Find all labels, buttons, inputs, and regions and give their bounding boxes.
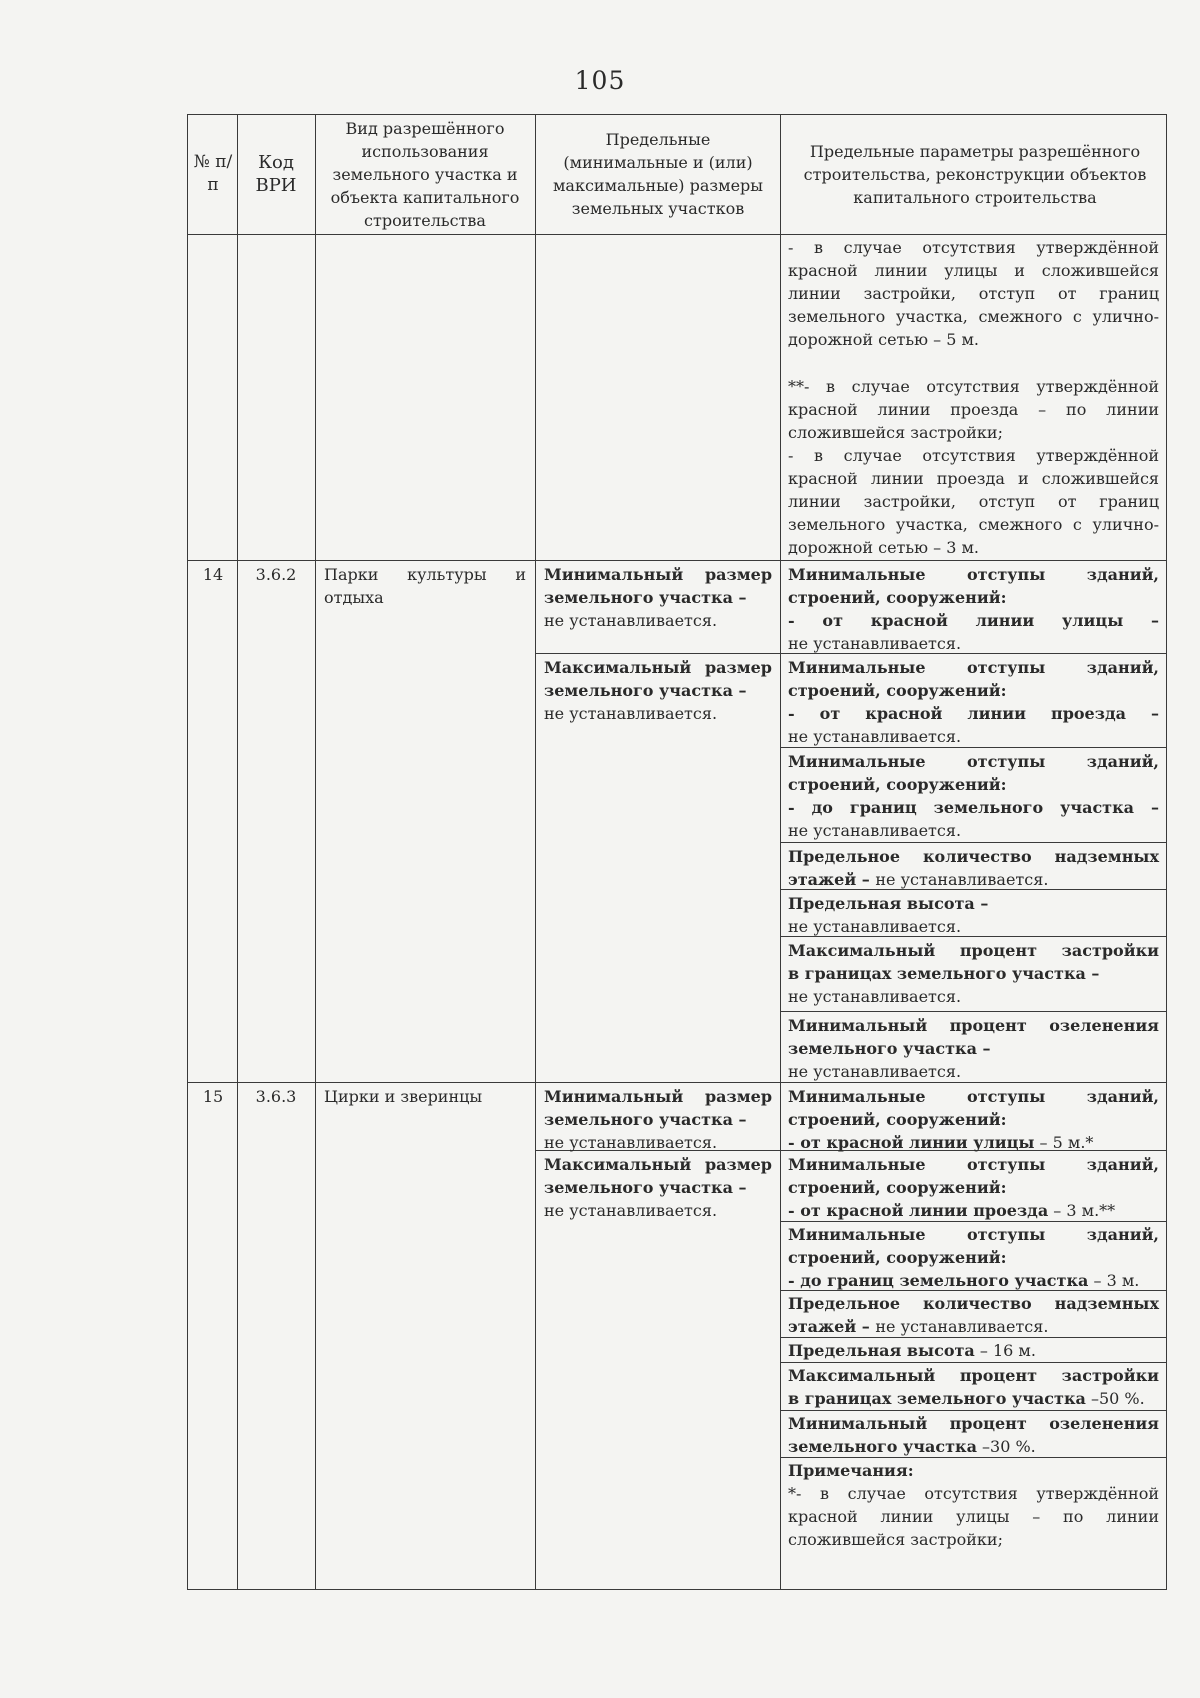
row14-num: 14 bbox=[202, 565, 224, 584]
text-line: не устанавливается. bbox=[788, 821, 962, 840]
cell-divider bbox=[780, 1011, 1167, 1012]
row15-min-size bbox=[544, 1085, 772, 1154]
row15-param-green-percent bbox=[788, 1412, 1159, 1458]
text-fragment: - от красной линии проезда bbox=[788, 1201, 1049, 1220]
row14-param-setback-driveway bbox=[788, 656, 1159, 748]
text-line: сложившейся застройки; bbox=[788, 1530, 1003, 1549]
text-line: строений, сооружений: bbox=[788, 1248, 1007, 1267]
header-size: Предельные (минимальные и (или) максимальные) размеры земельных участков bbox=[552, 130, 764, 218]
text-fragment: в границах земельного участка bbox=[788, 1389, 1086, 1408]
text-line: не устанавливается. bbox=[544, 704, 718, 723]
text-line: Минимальный процент озеленения bbox=[788, 1414, 1159, 1433]
row15-param-setback-street bbox=[788, 1085, 1159, 1154]
row15-param-height bbox=[788, 1339, 1159, 1362]
text-line: Парки культуры и bbox=[324, 565, 526, 584]
text-line: - от красной линии улицы – bbox=[788, 611, 1159, 630]
text-line: - от красной линии проезда – bbox=[788, 704, 1159, 723]
text-line: не устанавливается. bbox=[544, 1133, 718, 1152]
text-line: линии застройки, отступ от границ bbox=[788, 284, 1159, 303]
header-type: Вид разрешённого использования земельного участка и объекта капитального строительства bbox=[330, 118, 520, 230]
text-line: земельного участка – bbox=[544, 1110, 747, 1129]
text-line: не устанавливается. bbox=[788, 1062, 962, 1081]
row14-param-building-percent bbox=[788, 939, 1159, 1008]
text-line: не устанавливается. bbox=[788, 987, 962, 1006]
col-divider bbox=[237, 114, 238, 1590]
text-fragment: –30 %. bbox=[976, 1437, 1036, 1456]
text-line: не устанавливается. bbox=[544, 1201, 718, 1220]
text-line: не устанавливается. bbox=[788, 917, 962, 936]
header-num: № п/п bbox=[193, 152, 233, 195]
cell-divider bbox=[780, 1410, 1167, 1411]
row14-type bbox=[324, 563, 526, 609]
header-divider bbox=[187, 234, 1167, 235]
text-line: - до границ земельного участка – bbox=[788, 798, 1159, 817]
row14-param-setback-street bbox=[788, 563, 1159, 655]
text-line: строений, сооружений: bbox=[788, 681, 1007, 700]
text-line: Предельное количество надземных bbox=[788, 847, 1159, 866]
text-fragment: – 3 м.** bbox=[1048, 1201, 1116, 1220]
row14-param-green-percent bbox=[788, 1014, 1159, 1083]
text-line: Предельная высота – bbox=[788, 894, 989, 913]
row15-param-building-percent bbox=[788, 1364, 1159, 1410]
text-fragment: этажей – bbox=[788, 870, 876, 889]
text-line: земельного участка – bbox=[788, 1039, 991, 1058]
text-line: Цирки и зверинцы bbox=[324, 1087, 483, 1106]
text-line: отдыха bbox=[324, 588, 384, 607]
text-fragment: – 3 м. bbox=[1088, 1271, 1140, 1290]
page-number: 105 bbox=[574, 66, 626, 95]
row14-min-size bbox=[544, 563, 772, 632]
row14-code: 3.6.2 bbox=[255, 565, 297, 584]
text-line: красной линии проезда и сложившейся bbox=[788, 469, 1159, 488]
text-fragment: не устанавливается. bbox=[875, 870, 1049, 889]
col-divider bbox=[535, 114, 536, 1590]
text-line: Минимальный процент озеленения bbox=[788, 1016, 1159, 1035]
text-line: Минимальные отступы зданий, bbox=[788, 565, 1159, 584]
text-line: линии застройки, отступ от границ bbox=[788, 492, 1159, 511]
text-line: - в случае отсутствия утверждённой bbox=[788, 238, 1159, 257]
text-fragment: Предельная высота bbox=[788, 1341, 975, 1360]
header-code: Код ВРИ bbox=[255, 152, 297, 196]
text-line: земельного участка, смежного с улично- bbox=[788, 515, 1159, 534]
text-fragment: – 5 м.* bbox=[1034, 1133, 1094, 1152]
text-line: дорожной сетью – 3 м. bbox=[788, 538, 980, 557]
row14-param-height bbox=[788, 892, 1159, 938]
text-line: Минимальные отступы зданий, bbox=[788, 752, 1159, 771]
text-line: сложившейся застройки; bbox=[788, 423, 1003, 442]
text-fragment: - до границ земельного участка bbox=[788, 1271, 1089, 1290]
text-fragment: - от красной линии улицы bbox=[788, 1133, 1035, 1152]
row15-max-size bbox=[544, 1153, 772, 1222]
text-line: строений, сооружений: bbox=[788, 775, 1007, 794]
text-line: Максимальный размер bbox=[544, 658, 772, 677]
text-line: земельного участка – bbox=[544, 588, 747, 607]
text-fragment: – 16 м. bbox=[974, 1341, 1036, 1360]
text-line: красной линии улицы – по линии bbox=[788, 1507, 1159, 1526]
text-line: в границах земельного участка – bbox=[788, 964, 1100, 983]
row15-num: 15 bbox=[202, 1087, 224, 1106]
cell-divider bbox=[780, 842, 1167, 843]
text-line: не устанавливается. bbox=[788, 634, 962, 653]
row15-param-floors bbox=[788, 1292, 1159, 1338]
text-line: - в случае отсутствия утверждённой bbox=[788, 446, 1159, 465]
text-line: Минимальные отступы зданий, bbox=[788, 1087, 1159, 1106]
row15-type bbox=[324, 1085, 526, 1108]
row14-param-floors bbox=[788, 845, 1159, 891]
text-line: не устанавливается. bbox=[544, 611, 718, 630]
cell-divider bbox=[780, 1362, 1167, 1363]
col-divider bbox=[780, 114, 781, 1590]
text-line: Минимальные отступы зданий, bbox=[788, 1155, 1159, 1174]
text-line: красной линии улицы и сложившейся bbox=[788, 261, 1159, 280]
text-fragment: земельного участка bbox=[788, 1437, 977, 1456]
text-line: Максимальный процент застройки bbox=[788, 941, 1159, 960]
text-line: **- в случае отсутствия утверждённой bbox=[788, 377, 1159, 396]
text-line: Минимальные отступы зданий, bbox=[788, 1225, 1159, 1244]
row15-param-setback-driveway bbox=[788, 1153, 1159, 1222]
text-line: Предельное количество надземных bbox=[788, 1294, 1159, 1313]
text-line: *- в случае отсутствия утверждённой bbox=[788, 1484, 1159, 1503]
continuation-paragraph-2 bbox=[788, 375, 1159, 559]
text-line: красной линии проезда – по линии bbox=[788, 400, 1159, 419]
text-fragment: этажей – bbox=[788, 1317, 876, 1336]
notes-title: Примечания: bbox=[788, 1461, 914, 1480]
row14-max-size bbox=[544, 656, 772, 725]
text-line: не устанавливается. bbox=[788, 727, 962, 746]
text-line: Минимальные отступы зданий, bbox=[788, 658, 1159, 677]
col-divider bbox=[315, 114, 316, 1590]
row15-code: 3.6.3 bbox=[255, 1087, 297, 1106]
text-line: Максимальный процент застройки bbox=[788, 1366, 1159, 1385]
text-line: Минимальный размер bbox=[544, 1087, 772, 1106]
text-fragment: –50 %. bbox=[1085, 1389, 1145, 1408]
text-line: Максимальный размер bbox=[544, 1155, 772, 1174]
text-line: строений, сооружений: bbox=[788, 588, 1007, 607]
text-line: земельного участка – bbox=[544, 681, 747, 700]
row14-param-setback-boundary bbox=[788, 750, 1159, 842]
row15-param-setback-boundary bbox=[788, 1223, 1159, 1292]
header-params: Предельные параметры разрешённого строительства, реконструкции объектов капитального строительства bbox=[803, 141, 1147, 207]
text-line: строений, сооружений: bbox=[788, 1178, 1007, 1197]
text-line: дорожной сетью – 5 м. bbox=[788, 330, 980, 349]
continuation-paragraph-1 bbox=[788, 236, 1159, 351]
row-divider bbox=[187, 560, 1167, 561]
row15-notes bbox=[788, 1459, 1159, 1551]
text-line: земельного участка, смежного с улично- bbox=[788, 307, 1159, 326]
text-line: земельного участка – bbox=[544, 1178, 747, 1197]
text-line: строений, сооружений: bbox=[788, 1110, 1007, 1129]
text-line: Минимальный размер bbox=[544, 565, 772, 584]
text-fragment: не устанавливается. bbox=[875, 1317, 1049, 1336]
